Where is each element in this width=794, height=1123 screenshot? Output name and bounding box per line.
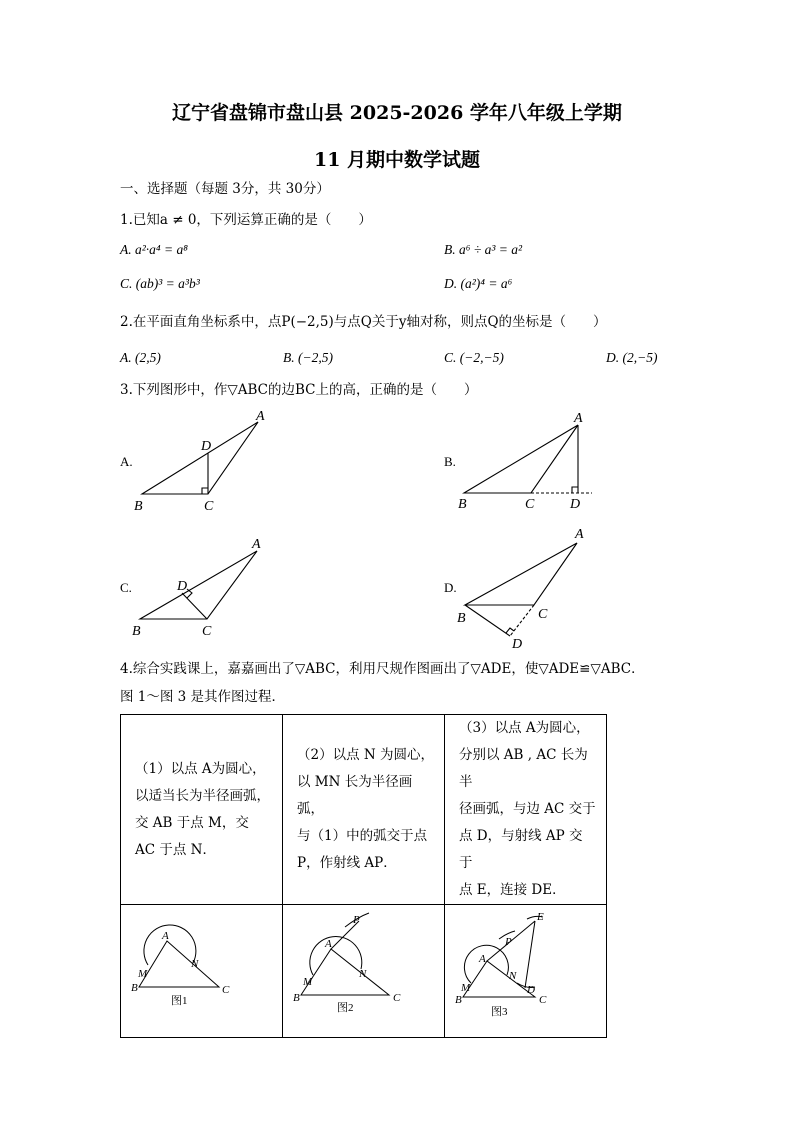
svg-text:D: D [570, 497, 581, 512]
figure3-cell [445, 905, 607, 1038]
svg-text:图3: 图3 [491, 1006, 508, 1018]
svg-text:C: C [204, 499, 214, 514]
svg-text:N: N [191, 958, 199, 970]
svg-text:P: P [505, 936, 512, 948]
q1-option-c: C. (ab)³ = a³b³ [120, 276, 200, 291]
q3-figure-c [140, 551, 257, 619]
svg-text:N: N [509, 970, 517, 982]
svg-text:D: D [177, 579, 188, 594]
svg-text:A: A [256, 409, 265, 424]
exam-title-line1: 辽宁省盘锦市盘山县 2025-2026 学年八年级上学期 [172, 102, 622, 124]
figure1-cell [121, 905, 283, 1038]
svg-text:M: M [303, 976, 313, 988]
svg-text:C.: C. [120, 580, 132, 595]
step3-line1: （3）以点 A为圆心， [459, 720, 590, 736]
q2-option-b: B. (−2,5) [283, 350, 333, 365]
step1-line2: 以适当长为半径画弧， [135, 787, 270, 804]
svg-text:图2: 图2 [337, 1002, 354, 1014]
svg-text:A: A [575, 527, 584, 542]
step1-line1: （1）以点 A为圆心， [135, 760, 266, 777]
svg-text:B: B [457, 611, 466, 626]
svg-text:A: A [479, 953, 486, 965]
exam-title-line2: 11 月期中数学试题 [313, 149, 481, 171]
svg-text:A: A [574, 411, 583, 426]
svg-text:C: C [202, 624, 212, 639]
q3-figure-b [464, 425, 592, 493]
svg-text:M: M [138, 968, 148, 980]
step3-line4: 点 D，与射线 AP 交于 [459, 828, 583, 871]
step3-line5: 点 E，连接 DE． [459, 882, 566, 898]
svg-text:C: C [525, 497, 535, 512]
step2-cell [283, 715, 445, 905]
step2-line3: 与（1）中的弧交于点 [297, 828, 428, 844]
svg-text:A: A [252, 537, 261, 552]
step2-line2: 以 MN 长为半径画弧， [297, 774, 413, 817]
svg-text:B: B [458, 497, 467, 512]
q1-stem: 1.已知a ≠ 0，下列运算正确的是（ ） [120, 212, 372, 228]
svg-text:D: D [512, 637, 523, 652]
svg-text:B: B [132, 624, 141, 639]
svg-text:图1: 图1 [171, 995, 188, 1007]
q3-figures [110, 400, 690, 660]
step3-line2: 分别以 AB , AC 长为半 [459, 747, 588, 790]
q1-option-a: A. a²·a⁴ = a⁸ [120, 242, 188, 257]
svg-text:B: B [455, 994, 462, 1006]
svg-text:A: A [162, 930, 169, 942]
svg-text:N: N [359, 968, 367, 980]
q4-stem-line1: 4.综合实践课上，嘉嘉画出了▽ABC，利用尺规作图画出了▽ADE，使▽ADE≌▽ABC． [120, 661, 645, 677]
svg-text:C: C [539, 994, 547, 1006]
svg-text:D: D [201, 439, 212, 454]
step3-line3: 径画弧，与边 AC 交于 [459, 801, 596, 817]
q1-option-b: B. a⁶ ÷ a³ = a² [444, 242, 523, 257]
svg-text:M: M [461, 982, 471, 994]
svg-text:P: P [353, 914, 360, 926]
q2-stem: 2.在平面直角坐标系中，点P(−2,5)与点Q关于y轴对称，则点Q的坐标是（ ） [120, 314, 607, 330]
q3-figure-a [142, 422, 258, 494]
q3-stem: 3.下列图形中，作▽ABC的边BC上的高，正确的是（ ） [120, 382, 478, 398]
svg-text:D: D [527, 984, 535, 996]
section-heading: 一、选择题（每题 3分，共 30分） [120, 181, 330, 197]
svg-text:C: C [393, 992, 401, 1004]
construction-figure-3 [445, 905, 606, 1033]
q1-option-d: D. (a²)⁴ = a⁶ [444, 276, 513, 291]
svg-text:A: A [325, 938, 332, 950]
construction-figure-1 [121, 905, 282, 1033]
q2-option-a: A. (2,5) [120, 350, 161, 365]
construction-figure-2 [283, 905, 444, 1033]
svg-text:A.: A. [120, 454, 133, 469]
step2-line4: P，作射线 AP． [297, 855, 397, 871]
svg-text:B.: B. [444, 454, 456, 469]
step1-line3: 交 AB 于点 M，交 [135, 814, 249, 831]
step1-cell [121, 715, 283, 905]
svg-text:B: B [134, 499, 143, 514]
step3-cell [445, 715, 607, 905]
step1-line4: AC 于点 N． [135, 841, 216, 858]
svg-text:E: E [537, 911, 544, 923]
figure2-cell [283, 905, 445, 1038]
q3-figure-d [465, 543, 577, 636]
q2-option-c: C. (−2,−5) [444, 350, 504, 365]
construction-table [120, 714, 607, 1038]
q4-stem-line2: 图 1～图 3 是其作图过程． [120, 689, 286, 705]
svg-text:D.: D. [444, 580, 457, 595]
svg-text:B: B [293, 992, 300, 1004]
step2-line1: （2）以点 N 为圆心， [297, 747, 434, 763]
svg-text:C: C [222, 984, 230, 996]
svg-text:C: C [538, 607, 548, 622]
q2-option-d: D. (2,−5) [606, 350, 658, 365]
svg-text:B: B [131, 982, 138, 994]
